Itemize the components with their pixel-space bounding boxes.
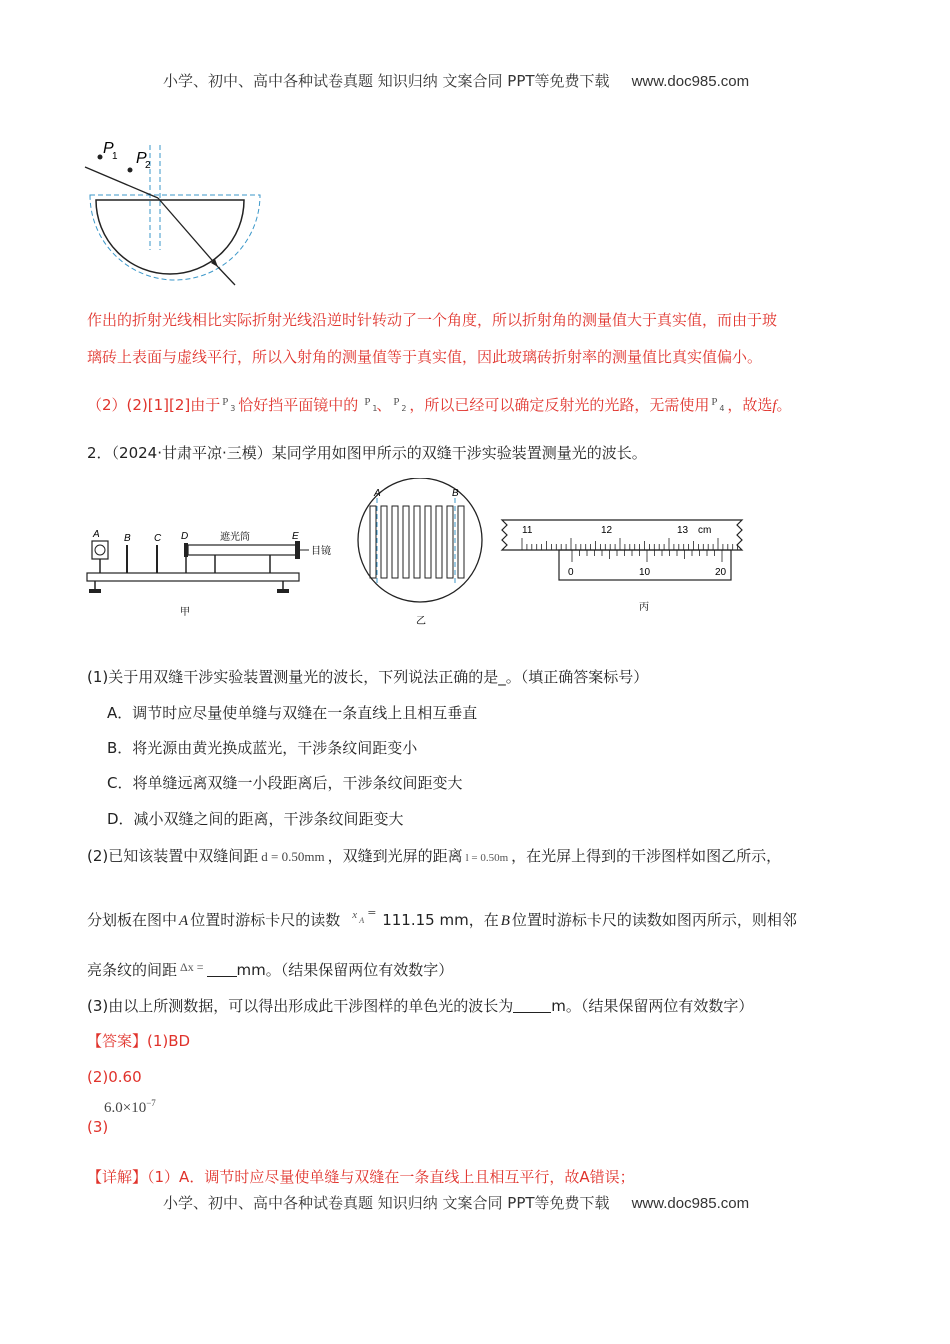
option-c: C．将单缝远离双缝一小段距离后，干涉条纹间距变大 — [107, 774, 463, 792]
detail: 【详解】（1）A．调节时应尽量使单缝与双缝在一条直线上且相互平行，故A错误； — [87, 1168, 635, 1186]
l-expression: l = 0.50m — [465, 852, 509, 864]
vernier-figure — [497, 515, 747, 615]
main-tick-11: 11 — [522, 525, 533, 536]
subquestion-2-line3: 亮条纹的间距 $^{\Delta x =}$ mm。（结果保留两位有效数字） — [87, 960, 454, 979]
part2-mid2: ，所以已经可以确定反射光的光路，无需使用 — [409, 396, 710, 414]
sep: 、 — [376, 396, 392, 414]
fringe-bar — [458, 506, 464, 578]
main-tick-13: 13 — [677, 525, 689, 536]
vernier-tick-10: 10 — [639, 567, 651, 578]
fringe-bar — [425, 506, 431, 578]
blank-dx[interactable] — [207, 960, 237, 977]
fringe-bar — [381, 506, 387, 578]
answer-1: 【答案】(1)BD — [87, 1032, 191, 1050]
page-header — [163, 70, 749, 91]
light-source — [92, 541, 108, 559]
label-p2: P — [136, 150, 147, 167]
refracted-ray — [158, 198, 218, 267]
subquestion-2-line1: (2)已知该装置中双缝间距 d = 0.50mm ，双缝到光屏的距离 l = 0.50m ，在光屏上得到的干涉图样如图乙所示， — [87, 847, 782, 865]
fringe-bars — [370, 506, 464, 578]
explanation-line-1: 作出的折射光线相比实际折射光线沿逆时针转动了一个角度，所以折射角的测量值大于真实值，而由于玻 — [87, 311, 778, 329]
label-p2-sub: 2 — [145, 160, 151, 171]
exit-ray — [218, 267, 235, 285]
apparatus-figure — [85, 523, 345, 618]
label-p1-sub: 1 — [112, 151, 118, 162]
option-b: B．将光源由黄光换成蓝光，干涉条纹间距变小 — [107, 739, 418, 757]
dx-expression: Δx = — [180, 960, 204, 974]
caption-jia: 甲 — [180, 607, 190, 618]
main-scale-ticks — [522, 538, 738, 550]
label-A-fringe: A — [374, 488, 381, 499]
explanation-line-2: 璃砖上表面与虚线平行，所以入射角的测量值等于真实值，因此玻璃砖折射率的测量值比真实值偏小。 — [87, 348, 763, 366]
caption-bing: 丙 — [639, 602, 649, 613]
label-D: D — [181, 531, 189, 542]
page-footer — [163, 1192, 749, 1213]
fringe-bar — [403, 506, 409, 578]
vernier-ticks — [572, 550, 722, 562]
subquestion-3: (3)由以上所测数据，可以得出形成此干涉图样的单色光的波长为 m。（结果保留两位有效数字） — [87, 997, 754, 1015]
footer-url[interactable]: www.doc985.com — [631, 1195, 750, 1212]
reading-value: 111.15 mm — [382, 911, 469, 929]
question-source: （2024·甘肃平凉·三模） — [111, 444, 272, 462]
explanation-part2: （2）(2)[1][2]由于 P 3 恰好挡平面镜中的 P 1 、 P 2 ，所以已经可以确定反射光的光路，无需使用 P 4 ，故选f。 — [87, 396, 792, 414]
fringe-figure — [352, 478, 492, 628]
d-expression: d = 0.50mm — [261, 849, 325, 864]
header-tagline: 小学、初中、高中各种试卷真题 知识归纳 文案合同 PPT等免费下载 — [163, 72, 610, 90]
label-tube: 遮光筒 — [220, 532, 250, 543]
detail-label: 【详解】 — [87, 1168, 148, 1186]
main-unit: cm — [698, 525, 712, 536]
answer-label: 【答案】 — [87, 1032, 148, 1050]
part2-mid1: 恰好挡平面镜中的 — [238, 396, 359, 414]
light-tube — [188, 545, 298, 555]
option-a: A．调节时应尽量使单缝与双缝在一条直线上且相互垂直 — [107, 704, 478, 722]
bulb-icon — [95, 545, 105, 555]
caption-yi: 乙 — [416, 616, 426, 627]
fringe-bar — [447, 506, 453, 578]
incident-ray — [85, 167, 158, 198]
label-A: A — [93, 529, 100, 540]
answer-3-value: $6.0\times 10^{-7}$ — [104, 1098, 156, 1116]
vernier-tick-20: 20 — [715, 567, 727, 578]
rail — [87, 573, 299, 581]
question-stem — [87, 443, 647, 463]
part2-end: ，故选 — [727, 396, 773, 414]
refraction-figure — [80, 135, 280, 295]
label-B: B — [124, 533, 131, 544]
question-number: 2． — [87, 444, 112, 462]
header-url[interactable]: www.doc985.com — [631, 73, 750, 90]
choice-f: f — [772, 398, 777, 414]
eyepiece-e — [295, 541, 300, 559]
option-d: D．减小双缝之间的距离，干涉条纹间距变大 — [107, 810, 404, 828]
label-E: E — [292, 531, 299, 542]
fringe-bar — [392, 506, 398, 578]
label-p1: P — [103, 140, 114, 157]
answer-3-label: (3) — [87, 1118, 109, 1136]
vernier-tick-0: 0 — [568, 567, 574, 578]
label-eyepiece: 目镜 — [311, 546, 331, 557]
subquestion-2-line2: 分划板在图中 A 位置时游标卡尺的读数 x A = 111.15 mm，在 B 位置时游标卡尺的读数如图丙所示，则相邻 — [87, 906, 797, 929]
label-B-fringe: B — [452, 488, 459, 499]
blank-wavelength[interactable] — [513, 996, 551, 1013]
fringe-bar — [436, 506, 442, 578]
double-slit-d — [184, 543, 188, 557]
main-tick-12: 12 — [601, 525, 613, 536]
pin-p1 — [98, 155, 103, 160]
answer-2: (2)0.60 — [87, 1068, 142, 1086]
label-C: C — [154, 533, 162, 544]
subquestion-1: (1)关于用双缝干涉实验装置测量光的波长，下列说法正确的是_。（填正确答案标号） — [87, 668, 649, 686]
fringe-bar — [414, 506, 420, 578]
part2-prefix: （2）(2)[1][2]由于 — [87, 396, 221, 414]
question-text: 某同学用如图甲所示的双缝干涉实验装置测量光的波长。 — [271, 444, 647, 462]
fringe-bar — [370, 506, 376, 578]
footer-tagline: 小学、初中、高中各种试卷真题 知识归纳 文案合同 PPT等免费下载 — [163, 1194, 610, 1212]
pin-p2 — [128, 168, 133, 173]
